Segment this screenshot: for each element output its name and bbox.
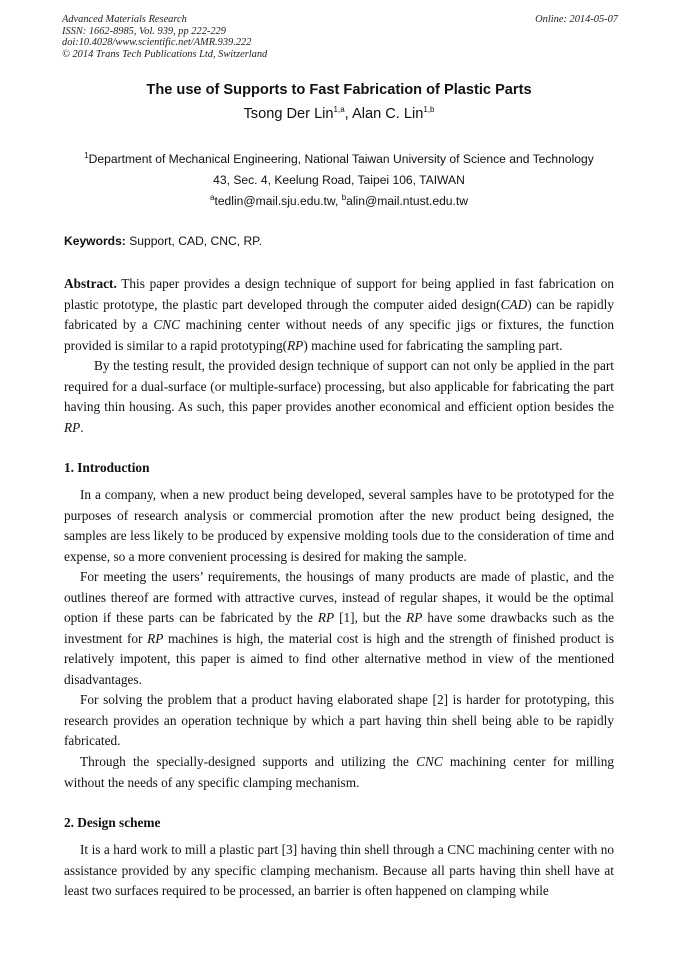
author-1-affil: 1,a bbox=[333, 105, 345, 115]
affiliation-line-1 bbox=[0, 152, 678, 166]
affiliation-sup: 1 bbox=[84, 150, 89, 160]
intro-rp: RP bbox=[406, 610, 423, 625]
intro-text: have some drawbacks such as the investment for bbox=[64, 610, 614, 646]
abstract-rp: RP bbox=[287, 337, 304, 353]
paper-title: The use of Supports to Fast Fabrication of Plastic Parts bbox=[146, 82, 532, 98]
abstract-paragraph-2 bbox=[64, 356, 614, 438]
intro-cnc: CNC bbox=[416, 754, 443, 769]
abstract-text: machining center without needs of any specific jigs or fixtures, the function provided is similar to a rapid prototyping( bbox=[64, 317, 614, 353]
copyright-line: © 2014 Trans Tech Publications Ltd, Switzerland bbox=[62, 48, 268, 60]
intro-paragraph-2 bbox=[64, 567, 614, 690]
section-1-heading: 1. Introduction bbox=[64, 460, 150, 475]
author-1: Tsong Der Lin bbox=[243, 106, 334, 122]
doi-line: doi:10.4028/www.scientific.net/AMR.939.222 bbox=[62, 37, 252, 49]
journal-name: Advanced Materials Research bbox=[62, 14, 187, 25]
section-2-heading: 2. Design scheme bbox=[64, 815, 161, 830]
abstract-text: This paper provides a design technique of support for being applied in fast fabrication on plastic prototype, the plastic part developed through the computer aided design( bbox=[64, 276, 614, 312]
abstract-paragraph-1 bbox=[64, 274, 614, 356]
email-b: alin@mail.ntust.edu.tw bbox=[346, 194, 468, 208]
intro-text: Through the specially-designed supports and utilizing the bbox=[80, 754, 417, 769]
abstract-cad: CAD bbox=[500, 296, 528, 312]
author-2-affil: 1,b bbox=[423, 105, 435, 115]
design-paragraph-1: It is a hard work to mill a plastic part [3] having thin shell through a CNC machining center with no assistance provided by any specific clamping mechanism. Because all parts having thin shell have at least two surfaces required to be processed, an barrier is often happened on clamping while bbox=[64, 842, 614, 898]
intro-rp: RP bbox=[317, 610, 335, 625]
abstract-rp: RP bbox=[64, 419, 81, 435]
author-2: Alan C. Lin bbox=[351, 106, 424, 122]
email-a-sup: a bbox=[210, 192, 215, 202]
intro-text: machines is high, the material cost is high and the strength of finished product is relatively impotent, this paper is aimed to find other alternative method in view of the mentioned disadvantages. bbox=[64, 630, 614, 687]
email-line bbox=[0, 194, 678, 208]
intro-paragraph-1: In a company, when a new product being developed, several samples have to be prototyped for the purposes of research analysis or commercial promotion after the new product being designed, the samples are less likely to be produced by expensive molding tools due to the consideration of time and expense, so a more convenient processing is desired for making the sample. bbox=[64, 487, 614, 564]
abstract-label: Abstract. bbox=[64, 276, 117, 291]
intro-text: [1], but the bbox=[334, 610, 407, 625]
email-a: tedlin@mail.sju.edu.tw, bbox=[214, 194, 342, 208]
intro-text: machining center for milling without the needs of any specific clamping mechanism. bbox=[64, 754, 615, 790]
email-b-sup: b bbox=[341, 192, 347, 202]
affiliation-dept: Department of Mechanical Engineering, National Taiwan University of Science and Technology bbox=[88, 152, 594, 166]
intro-paragraph-4 bbox=[64, 752, 614, 793]
keywords bbox=[64, 234, 262, 248]
intro-paragraph-3: For solving the problem that a product having elaborated shape [2] is harder for prototyping, this research provides an operation technique by which a part having thin shell being able to be rapidly fabricated. bbox=[64, 692, 614, 748]
author-line bbox=[0, 106, 678, 122]
keywords-label: Keywords: bbox=[64, 234, 126, 248]
keywords-text: Support, CAD, CNC, RP. bbox=[125, 234, 263, 248]
affiliation-line-2: 43, Sec. 4, Keelung Road, Taipei 106, TAIWAN bbox=[213, 173, 465, 187]
intro-rp: RP bbox=[147, 630, 164, 646]
abstract-text: ) can be rapidly fabricated by a bbox=[64, 296, 614, 332]
journal-header bbox=[62, 14, 618, 60]
abstract-text: By the testing result, the provided design technique of support can not only be applied in the part required for a dual-surface (or multiple-surface) processing, but also applicable for fabricating the part having thin housing. As such, this paper provides another economical and efficient option besides the bbox=[64, 358, 614, 414]
abstract-text: ) machine used for fabricating the sampling part. bbox=[303, 337, 563, 353]
author-separator: , bbox=[344, 106, 352, 122]
intro-text: For meeting the users’ requirements, the housings of many products are made of plastic, and the outlines thereof are formed with attractive curves, instead of regular shapes, it would be the optimal option if these parts can be fabricated by the bbox=[64, 569, 614, 625]
abstract-text: . bbox=[80, 419, 84, 435]
issn-line: ISSN: 1662-8985, Vol. 939, pp 222-229 bbox=[62, 25, 226, 37]
abstract-cnc: CNC bbox=[153, 317, 180, 332]
online-date: Online: 2014-05-07 bbox=[535, 14, 618, 25]
